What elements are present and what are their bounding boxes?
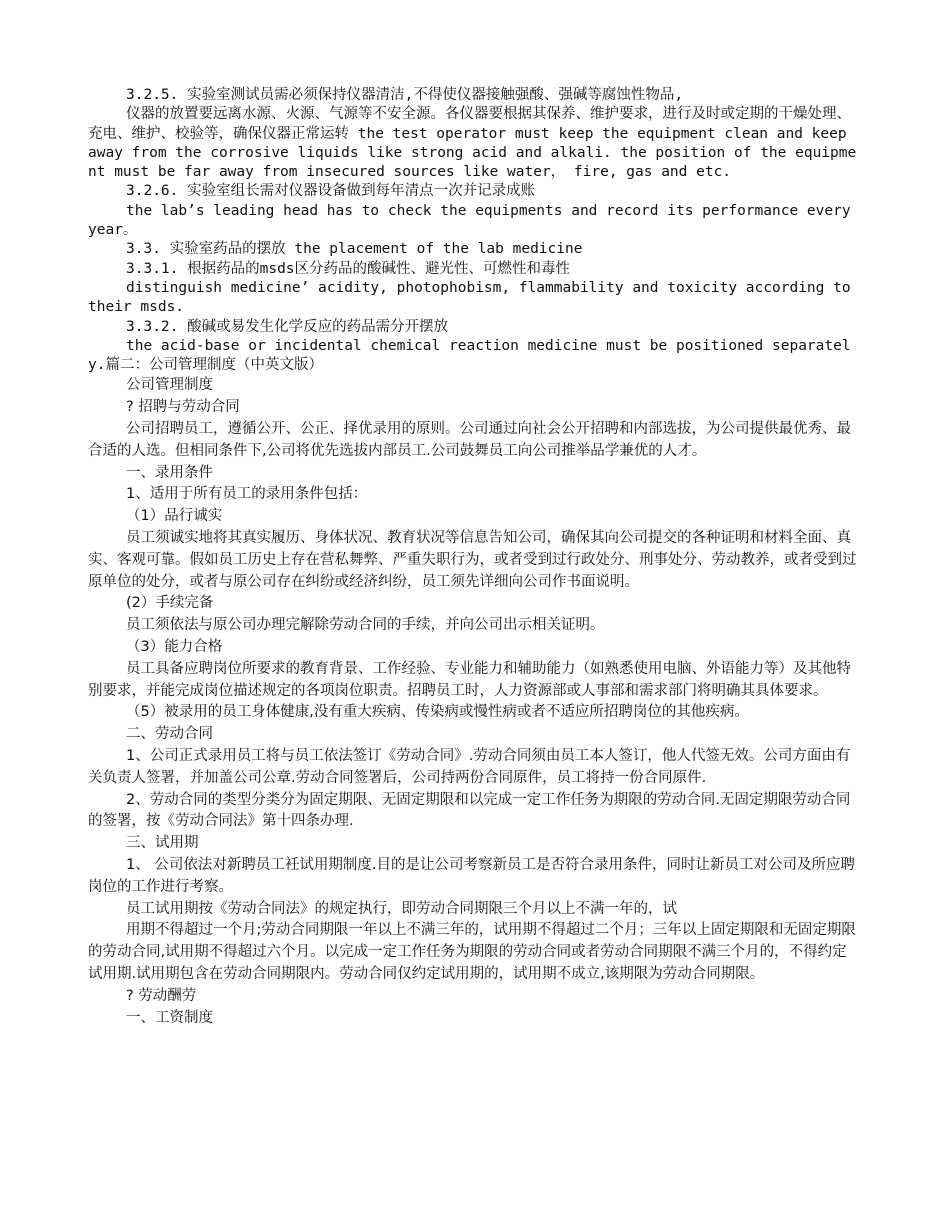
document-page (88, 86, 858, 1029)
paragraph: 3.3.1. 根据药品的msds区分药品的酸碱性、避光性、可燃性和毒性 (126, 260, 571, 277)
paragraph: 1、 公司依法对新聘员工衽试用期制度.目的是让公司考察新员工是否符合录用条件，同时让新员工对公司及所应聘岗位的工作进行考察。 (88, 856, 855, 895)
paragraph: 仪器的放置要远离水源、火源、气源等不安全源。各仪器要根据其保养、维护要求，进行及时或定期的干燥处理、充电、维护、校验等，确保仪器正常运转 the test operator must keep the equipment clean and keep away from the corrosive liquids like strong acid and alkali. the position of the equipment must be far away from insecured sources like water， fire, gas and etc. (88, 106, 857, 181)
paragraph: distinguish medicine’ acidity, photophobism, flammability and toxicity according to their msds. (88, 279, 851, 316)
paragraph: （5）被录用的员工身体健康,没有重大疾病、传染病或慢性病或者不适应所招聘岗位的其他疾病。 (126, 704, 749, 721)
section-heading: ? 招聘与劳动合同 (126, 399, 240, 416)
paragraph: 员工试用期按《劳动合同法》的规定执行，即劳动合同期限三个月以上不满一年的，试 (126, 900, 677, 917)
paragraph: 员工须诚实地将其真实履历、身体状况、教育状况等信息告知公司，确保其向公司提交的各种证明和材料全面、真实、客观可靠。假如员工历史上存在营私舞弊、严重失职行为，或者受到过行政处分、刑事处分、劳动教养，或者受到过原单位的处分，或者与原公司存在纠纷或经济纠纷，员工须先详细向公司作书面说明。 (88, 530, 857, 590)
paragraph: 3.3. 实验室药品的摆放 the placement of the lab medicine (126, 241, 583, 258)
paragraph: 公司招聘员工，遵循公开、公正、择优录用的原则。公司通过向社会公开招聘和内部选拔，为公司提供最优秀、最合适的人选。但相同条件下,公司将优先选拔内部员工.公司鼓舞员工向公司推举品学兼优的人才。 (88, 421, 851, 459)
section-heading: 一、录用条件 (126, 464, 213, 481)
paragraph: the lab’s leading head has to check the equipments and record its performance every year。 (88, 202, 851, 239)
paragraph: 员工须依法与原公司办理完解除劳动合同的手续，并向公司出示相关证明。 (126, 617, 605, 634)
paragraph: 3.3.2. 酸碱或易发生化学反应的药品需分开摆放 (126, 318, 449, 335)
paragraph: 公司管理制度 (126, 377, 213, 394)
paragraph: 3.2.5. 实验室测试员需必须保持仪器清洁,不得使仪器接触强酸、强碱等腐蚀性物品, (126, 87, 684, 103)
paragraph: 员工具备应聘岗位所要求的教育背景、工作经验、专业能力和辅助能力（如熟悉使用电脑、外语能力等）及其他特别要求，并能完成岗位描述规定的各项岗位职责。招聘员工时，人力资源部或人事部和需求部门将明确其具体要求。 (88, 660, 851, 699)
paragraph: （1）品行诚实 (126, 508, 223, 525)
section-heading: 三、试用期 (126, 835, 199, 852)
section-heading: 一、工资制度 (126, 1009, 213, 1026)
paragraph: 2、劳动合同的类型分类分为固定期限、无固定期限和以完成一定工作任务为期限的劳动合同.无固定期限劳动合同的签署，按《劳动合同法》第十四条办理. (88, 791, 851, 830)
paragraph: (2）手续完备 (126, 595, 214, 612)
paragraph: 1、公司正式录用员工将与员工依法签订《劳动合同》.劳动合同须由员工本人签订，他人代签无效。公司方面由有关负责人签署，并加盖公司公章.劳动合同签署后，公司持两份合同原件，员工将持一份合同原件. (88, 748, 851, 786)
paragraph: 1、适用于所有员工的录用条件包括： (126, 486, 368, 503)
paragraph: 用期不得超过一个月;劳动合同期限一年以上不满三年的，试用期不得超过二个月；三年以上固定期限和无固定期限的劳动合同,试用期不得超过六个月。以完成一定工作任务为期限的劳动合同或者劳动合同期限不满三个月的，不得约定试用期.试用期包含在劳动合同期限内。劳动合同仅约定试用期的，试用期不成立,该期限为劳动合同期限。 (88, 922, 856, 982)
paragraph: 3.2.6. 实验室组长需对仪器设备做到每年清点一次并记录成账 (126, 183, 536, 200)
section-heading: ? 劳动酬劳 (126, 987, 197, 1004)
paragraph: （3）能力合格 (126, 639, 223, 656)
paragraph: the acid-base or incidental chemical reaction medicine must be positioned separately.篇二：公司管理制度（中英文版） (88, 337, 851, 374)
section-heading: 二、劳动合同 (126, 726, 213, 743)
